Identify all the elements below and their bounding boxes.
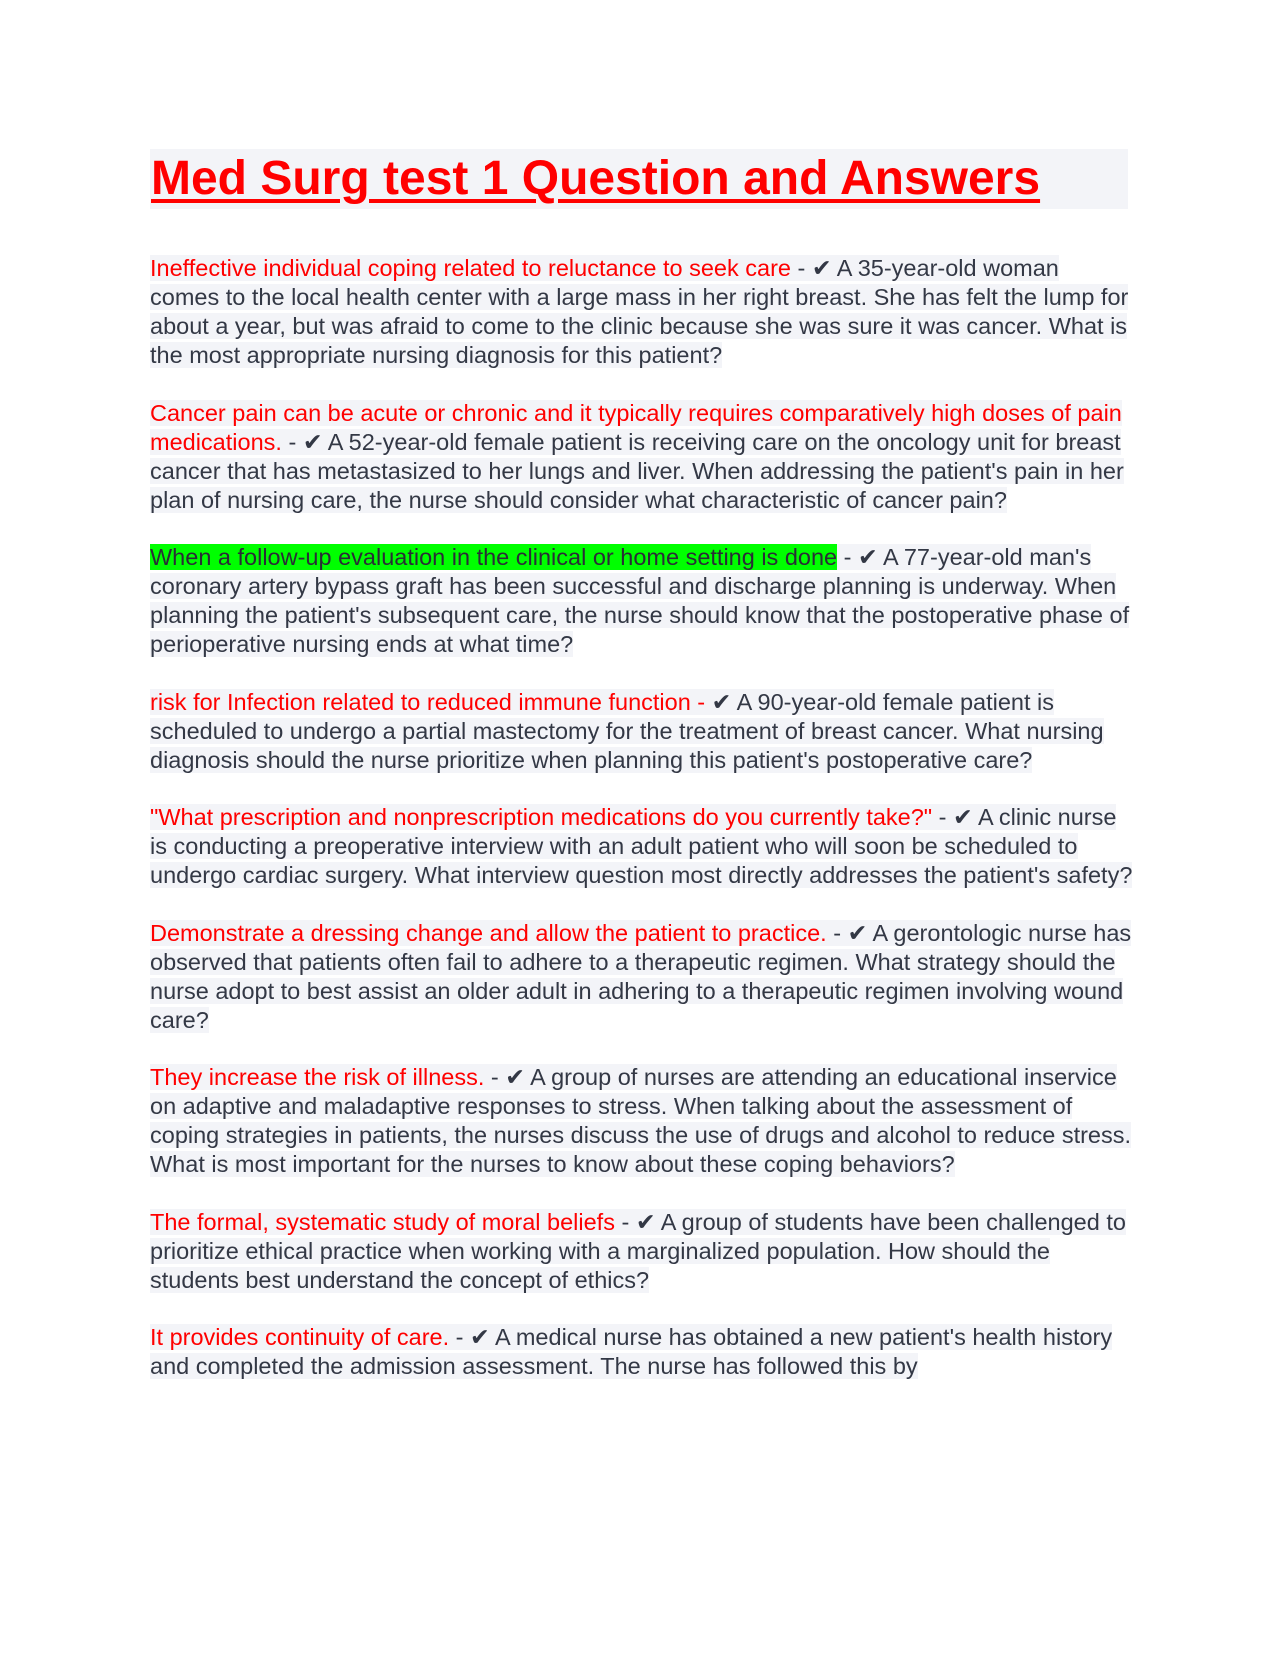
answer-text: It provides continuity of care. bbox=[150, 1324, 450, 1350]
page-title: Med Surg test 1 Question and Answers bbox=[151, 152, 1041, 205]
question-text: A 52-year-old female patient is receiving care on the oncology unit for breast cancer that has metastasized to her lungs and liver. When addressing the patient's pain in her plan of nursing care, the nurse should consider what characteristic of cancer pain? bbox=[150, 428, 1124, 513]
separator: - bbox=[484, 1064, 506, 1090]
check-mark-icon: ✔ bbox=[470, 1324, 490, 1350]
qa-item bbox=[150, 803, 1134, 890]
check-mark-icon: ✔ bbox=[505, 1064, 525, 1090]
qa-item bbox=[150, 1208, 1134, 1295]
answer-text: Demonstrate a dressing change and allow the patient to practice. bbox=[150, 919, 827, 946]
question-text: A 77-year-old man's coronary artery bypass graft has been successful and discharge planning is underway. When planning the patient's subsequent care, the nurse should know that the postoperative phase of perioperative nursing ends at what time? bbox=[150, 544, 1130, 657]
check-mark-icon: ✔ bbox=[711, 688, 732, 715]
answer-text: Cancer pain can be acute or chronic and it typically requires comparatively high doses of pain medications. bbox=[150, 399, 1122, 455]
check-mark-icon: ✔ bbox=[635, 1208, 656, 1235]
check-mark-icon: ✔ bbox=[953, 804, 973, 830]
answer-text-highlighted: When a follow-up evaluation in the clinical or home setting is done bbox=[150, 544, 838, 570]
check-mark-icon: ✔ bbox=[858, 544, 878, 570]
qa-item bbox=[150, 254, 1134, 370]
answer-text: "What prescription and nonprescription medications do you currently take?" bbox=[150, 804, 933, 830]
separator: - bbox=[932, 804, 954, 830]
answer-text: Ineffective individual coping related to reluctance to seek care bbox=[150, 255, 791, 281]
qa-item bbox=[150, 1323, 1134, 1381]
question-text: A group of students have been challenged to prioritize ethical practice when working with a marginalized population. How should the students best understand the concept of ethics? bbox=[150, 1208, 1126, 1293]
answer-text: The formal, systematic study of moral beliefs bbox=[150, 1208, 615, 1235]
separator: - bbox=[837, 544, 859, 570]
qa-text bbox=[150, 804, 1132, 888]
qa-text bbox=[150, 255, 1128, 368]
answer-text: They increase the risk of illness. bbox=[150, 1064, 485, 1090]
check-mark-icon: ✔ bbox=[302, 428, 323, 455]
qa-text bbox=[150, 400, 1124, 513]
qa-item bbox=[150, 399, 1134, 515]
question-text: A 35-year-old woman comes to the local health center with a large mass in her right breast. She has felt the lump for about a year, but was afraid to come to the clinic because she was sure it was cancer. What is the most appropriate nursing diagnosis for this patient? bbox=[150, 255, 1129, 368]
qa-text bbox=[150, 920, 1131, 1033]
qa-text bbox=[150, 1209, 1126, 1293]
qa-text bbox=[150, 689, 1104, 773]
question-text: A group of nurses are attending an educational inservice on adaptive and maladaptive responses to stress. When talking about the assessment of coping strategies in patients, the nurses discuss the use of drugs and alcohol to reduce stress. What is most important for the nurses to know about these coping behaviors? bbox=[150, 1064, 1132, 1177]
separator: - bbox=[449, 1324, 471, 1350]
answer-text: risk for Infection related to reduced immune function bbox=[150, 688, 691, 715]
qa-item bbox=[150, 919, 1134, 1035]
separator: - bbox=[826, 919, 848, 946]
question-text: A clinic nurse is conducting a preoperative interview with an adult patient who will soon be scheduled to undergo cardiac surgery. What interview question most directly addresses the patient's safety? bbox=[150, 804, 1133, 888]
qa-item bbox=[150, 688, 1134, 775]
question-text: A gerontologic nurse has observed that patients often fail to adhere to a therapeutic regimen. What strategy should the nurse adopt to best assist an older adult in adhering to a therapeutic regimen involving wound care? bbox=[150, 919, 1132, 1033]
separator: - bbox=[614, 1208, 636, 1235]
separator: - bbox=[281, 428, 303, 455]
question-text: A medical nurse has obtained a new patient's health history and completed the admission assessment. The nurse has followed this by bbox=[150, 1324, 1113, 1379]
separator: - bbox=[690, 688, 712, 715]
separator: - bbox=[790, 255, 812, 281]
qa-list bbox=[150, 254, 1134, 1410]
qa-text bbox=[150, 544, 1129, 657]
check-mark-icon: ✔ bbox=[811, 255, 832, 281]
qa-text bbox=[150, 1064, 1131, 1177]
check-mark-icon: ✔ bbox=[847, 919, 868, 946]
question-text: A 90-year-old female patient is scheduled to undergo a partial mastectomy for the treatment of breast cancer. What nursing diagnosis should the nurse prioritize when planning this patient's postoperative care? bbox=[150, 688, 1104, 773]
qa-item bbox=[150, 543, 1134, 659]
qa-text bbox=[150, 1324, 1112, 1379]
qa-item bbox=[150, 1063, 1134, 1179]
